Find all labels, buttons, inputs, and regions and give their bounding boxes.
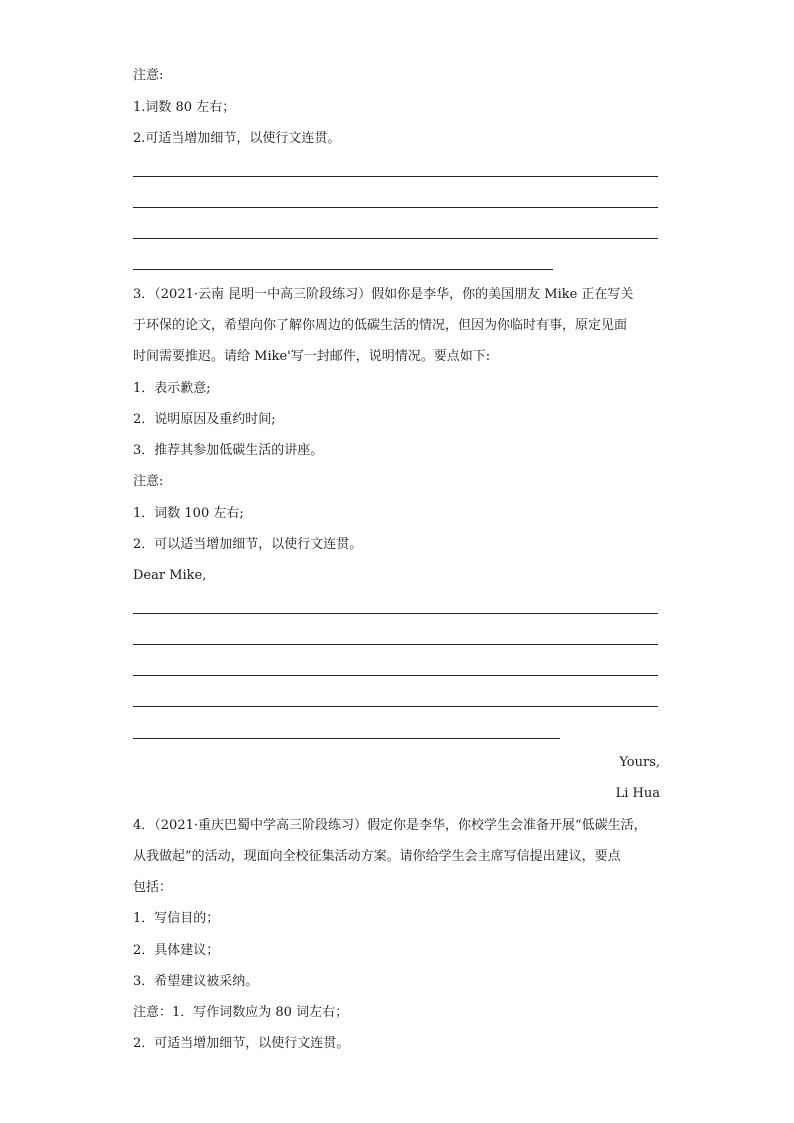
point-item: 2．具体建议； bbox=[133, 943, 220, 958]
answer-line bbox=[133, 706, 658, 707]
note-item: 2.可适当增加细节，以使行文连贯。 bbox=[133, 131, 341, 146]
answer-line bbox=[133, 269, 553, 270]
note-item: 2．可适当增加细节，以使行文连贯。 bbox=[133, 1036, 350, 1051]
question-prompt: 4．（2021·重庆巴蜀中学高三阶段练习）假定你是李华，你校学生会准备开展“低碳生活， bbox=[133, 818, 647, 833]
answer-line bbox=[133, 207, 658, 208]
letter-signature: Li Hua bbox=[615, 786, 660, 801]
question-prompt: 时间需要推迟。请给 Mike'写一封邮件，说明情况。要点如下: bbox=[133, 349, 491, 364]
point-item: 1．写信目的； bbox=[133, 911, 220, 926]
letter-salutation: Dear Mike, bbox=[133, 568, 207, 583]
letter-closing: Yours, bbox=[619, 755, 660, 770]
answer-line bbox=[133, 738, 560, 739]
note-item: 1．词数 100 左右; bbox=[133, 506, 244, 521]
note-item: 1.词数 80 左右； bbox=[133, 100, 236, 115]
note-item: 2．可以适当增加细节，以使行文连贯。 bbox=[133, 537, 363, 552]
answer-line bbox=[133, 613, 658, 614]
note-item: 注意：1．写作词数应为 80 词左右； bbox=[133, 1005, 349, 1020]
question-prompt: 从我做起”的活动，现面向全校征集活动方案。请你给学生会主席写信提出建议，要点 bbox=[133, 849, 621, 864]
point-item: 2．说明原因及重约时间; bbox=[133, 412, 276, 427]
point-item: 1．表示歉意; bbox=[133, 381, 211, 396]
question-prompt: 包括： bbox=[133, 880, 173, 895]
answer-line bbox=[133, 176, 658, 177]
answer-line bbox=[133, 644, 658, 645]
question-prompt: 于环保的论文，希望向你了解你周边的低碳生活的情况，但因为你临时有事，原定见面 bbox=[133, 318, 628, 333]
question-prompt: 3．（2021·云南 昆明一中高三阶段练习）假如你是李华，你的美国朋友 Mike 正在写关 bbox=[133, 287, 634, 302]
note-title: 注意: bbox=[133, 474, 164, 489]
note-title: 注意: bbox=[133, 68, 164, 83]
answer-line bbox=[133, 238, 658, 239]
answer-line bbox=[133, 675, 658, 676]
point-item: 3．希望建议被采纳。 bbox=[133, 974, 259, 989]
point-item: 3．推荐其参加低碳生活的讲座。 bbox=[133, 443, 324, 458]
